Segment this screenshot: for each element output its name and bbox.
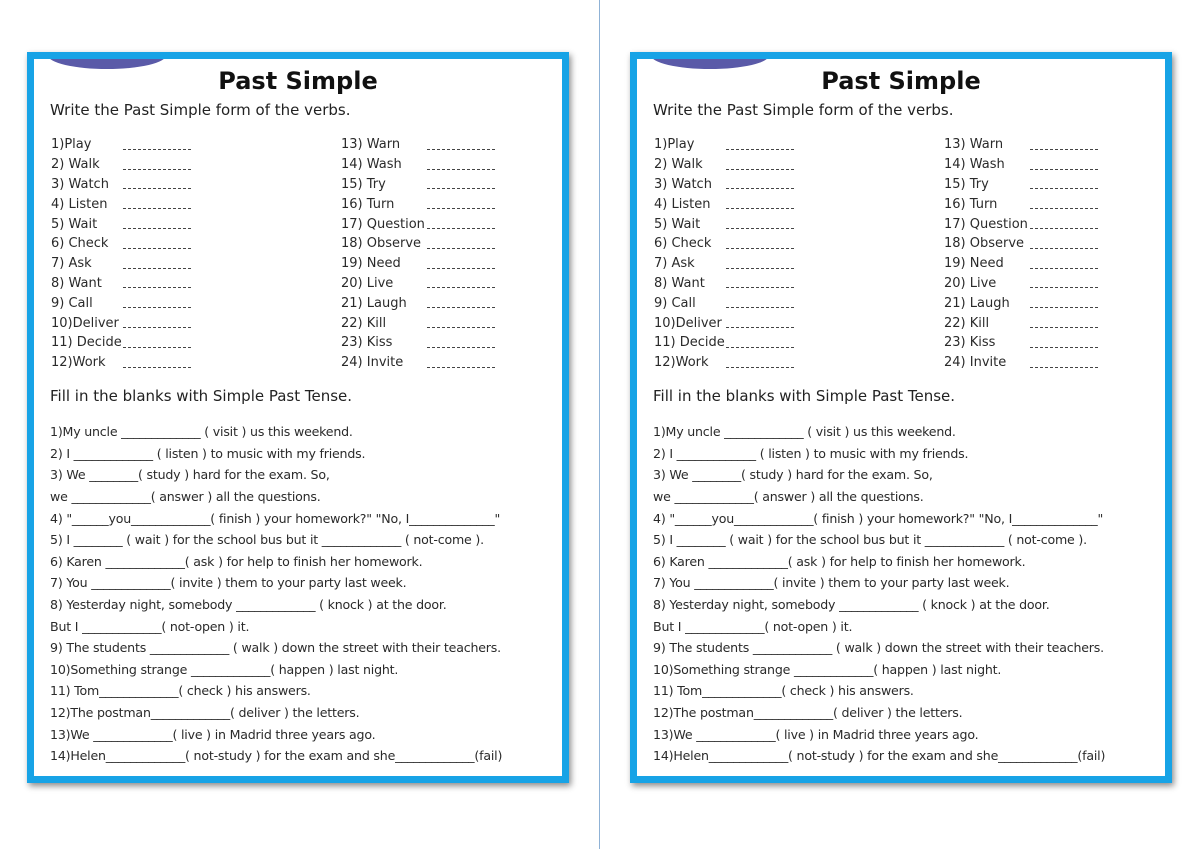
sentence-item: 10)Something strange _____________( happen ) last night. xyxy=(50,661,399,677)
verb-item xyxy=(51,175,191,195)
verb-item xyxy=(341,175,495,195)
sentence-item: 2) I _____________ ( listen ) to music with my friends. xyxy=(653,445,969,461)
verb-label: 11) Decide xyxy=(654,335,725,351)
verb-label: 15) Try xyxy=(944,176,989,192)
sentence-item: But I _____________( not-open ) it. xyxy=(50,618,250,634)
verb-item xyxy=(51,353,191,373)
answer-blank xyxy=(1030,318,1098,328)
answer-blank xyxy=(123,318,191,328)
verb-label: 22) Kill xyxy=(944,315,990,331)
sentence-item: 11) Tom_____________( check ) his answers. xyxy=(653,683,914,699)
verb-label: 14) Wash xyxy=(944,157,1005,173)
sentence-item: we _____________( answer ) all the questions. xyxy=(50,489,321,505)
answer-blank xyxy=(427,179,495,189)
sentence-item: 8) Yesterday night, somebody _____________ ( knock ) at the door. xyxy=(653,597,1050,613)
sentence-item: 3) We ________( study ) hard for the exam. So, xyxy=(653,467,933,483)
verb-label: 22) Kill xyxy=(341,315,387,331)
verb-label: 4) Listen xyxy=(51,196,108,212)
verb-item xyxy=(51,135,191,155)
verb-item xyxy=(944,313,1098,333)
verb-label: 1)Play xyxy=(654,137,695,153)
verb-label: 5) Wait xyxy=(654,216,701,232)
answer-blank xyxy=(1030,298,1098,308)
verb-item xyxy=(341,214,495,234)
verb-item xyxy=(341,194,495,214)
verb-label: 19) Need xyxy=(341,256,401,272)
verb-item xyxy=(944,333,1098,353)
answer-blank xyxy=(726,278,794,288)
verb-label: 6) Check xyxy=(51,236,109,252)
answer-blank xyxy=(427,259,495,269)
verb-item xyxy=(51,274,191,294)
verb-list-col2 xyxy=(944,135,1098,373)
answer-blank xyxy=(427,219,495,229)
verb-label: 13) Warn xyxy=(944,137,1004,153)
answer-blank xyxy=(1030,259,1098,269)
verb-label: 10)Deliver xyxy=(51,315,119,331)
answer-blank xyxy=(1030,239,1098,249)
verb-label: 19) Need xyxy=(944,256,1004,272)
answer-blank xyxy=(427,140,495,150)
sentence-list xyxy=(653,421,1105,767)
answer-blank xyxy=(427,199,495,209)
verb-label: 2) Walk xyxy=(51,157,100,173)
verb-label: 5) Wait xyxy=(51,216,98,232)
verb-label: 16) Turn xyxy=(341,196,395,212)
answer-blank xyxy=(123,199,191,209)
answer-blank xyxy=(123,239,191,249)
verb-item xyxy=(51,293,191,313)
sentence-item: 14)Helen_____________( not-study ) for the exam and she_____________(fail) xyxy=(50,748,503,764)
verb-item xyxy=(654,214,794,234)
sentence-item: 1)My uncle _____________ ( visit ) us this weekend. xyxy=(50,424,353,440)
verb-item xyxy=(944,214,1098,234)
sentence-item: 7) You _____________( invite ) them to your party last week. xyxy=(653,575,1010,591)
verb-item xyxy=(341,333,495,353)
verb-label: 2) Walk xyxy=(654,157,703,173)
answer-blank xyxy=(726,239,794,249)
answer-blank xyxy=(427,239,495,249)
answer-blank xyxy=(123,278,191,288)
verb-label: 24) Invite xyxy=(341,355,404,371)
answer-blank xyxy=(123,219,191,229)
verb-item xyxy=(654,175,794,195)
verb-label: 3) Watch xyxy=(51,176,109,192)
verb-item xyxy=(944,293,1098,313)
answer-blank xyxy=(123,140,191,150)
verb-list-col1 xyxy=(51,135,191,373)
verb-label: 13) Warn xyxy=(341,137,401,153)
sentence-item: 6) Karen _____________( ask ) for help to finish her homework. xyxy=(50,553,423,569)
answer-blank xyxy=(123,160,191,170)
verb-item xyxy=(341,313,495,333)
answer-blank xyxy=(1030,338,1098,348)
verb-item xyxy=(51,313,191,333)
verb-label: 20) Live xyxy=(341,275,394,291)
verb-label: 8) Want xyxy=(654,275,705,291)
verb-item xyxy=(654,155,794,175)
verb-label: 17) Question xyxy=(341,216,425,232)
instruction-verbs: Write the Past Simple form of the verbs. xyxy=(653,101,954,119)
sentence-item: 13)We _____________( live ) in Madrid three years ago. xyxy=(653,726,979,742)
verb-label: 7) Ask xyxy=(654,256,695,272)
verb-label: 6) Check xyxy=(654,236,712,252)
answer-blank xyxy=(1030,140,1098,150)
verb-item xyxy=(654,313,794,333)
answer-blank xyxy=(123,338,191,348)
verb-item xyxy=(654,234,794,254)
verb-label: 21) Laugh xyxy=(341,295,407,311)
answer-blank xyxy=(1030,278,1098,288)
answer-blank xyxy=(1030,358,1098,368)
answer-blank xyxy=(1030,199,1098,209)
verb-item xyxy=(944,155,1098,175)
verb-label: 12)Work xyxy=(654,355,709,371)
page-divider xyxy=(599,0,600,849)
verb-item xyxy=(654,293,794,313)
answer-blank xyxy=(726,179,794,189)
answer-blank xyxy=(726,259,794,269)
answer-blank xyxy=(123,358,191,368)
sentence-item: 9) The students _____________ ( walk ) down the street with their teachers. xyxy=(50,640,501,656)
answer-blank xyxy=(123,179,191,189)
verb-item xyxy=(341,293,495,313)
instruction-fill: Fill in the blanks with Simple Past Tense. xyxy=(653,387,956,405)
verb-label: 17) Question xyxy=(944,216,1028,232)
answer-blank xyxy=(1030,160,1098,170)
sentence-item: 5) I ________ ( wait ) for the school bus but it _____________ ( not-come ). xyxy=(50,532,484,548)
sentence-item: 11) Tom_____________( check ) his answers. xyxy=(50,683,311,699)
answer-blank xyxy=(123,298,191,308)
answer-blank xyxy=(726,199,794,209)
sentence-item: 13)We _____________( live ) in Madrid three years ago. xyxy=(50,726,376,742)
verb-label: 18) Observe xyxy=(341,236,422,252)
sentence-item: 10)Something strange _____________( happen ) last night. xyxy=(653,661,1002,677)
answer-blank xyxy=(1030,179,1098,189)
verb-item xyxy=(944,194,1098,214)
verb-item xyxy=(341,274,495,294)
verb-label: 23) Kiss xyxy=(944,335,996,351)
answer-blank xyxy=(1030,219,1098,229)
verb-item xyxy=(51,214,191,234)
answer-blank xyxy=(726,219,794,229)
verb-item xyxy=(51,254,191,274)
verb-label: 24) Invite xyxy=(944,355,1007,371)
verb-item xyxy=(341,353,495,373)
verb-item xyxy=(341,155,495,175)
answer-blank xyxy=(427,338,495,348)
sentence-item: 7) You _____________( invite ) them to your party last week. xyxy=(50,575,407,591)
verb-list-col2 xyxy=(341,135,495,373)
answer-blank xyxy=(123,259,191,269)
verb-item xyxy=(654,274,794,294)
worksheet-title: Past Simple xyxy=(821,67,981,95)
sentence-item: 14)Helen_____________( not-study ) for the exam and she_____________(fail) xyxy=(653,748,1106,764)
verb-item xyxy=(944,234,1098,254)
instruction-fill: Fill in the blanks with Simple Past Tense. xyxy=(50,387,353,405)
worksheet-title: Past Simple xyxy=(218,67,378,95)
verb-label: 16) Turn xyxy=(944,196,998,212)
sentence-item: 4) "______you_____________( finish ) your homework?" "No, I______________" xyxy=(653,510,1104,526)
answer-blank xyxy=(427,160,495,170)
sentence-item: 1)My uncle _____________ ( visit ) us this weekend. xyxy=(653,424,956,440)
verb-item xyxy=(51,234,191,254)
answer-blank xyxy=(427,298,495,308)
sentence-item: we _____________( answer ) all the questions. xyxy=(653,489,924,505)
verb-list-col1 xyxy=(654,135,794,373)
verb-item xyxy=(944,353,1098,373)
verb-label: 11) Decide xyxy=(51,335,122,351)
verb-label: 20) Live xyxy=(944,275,997,291)
verb-label: 4) Listen xyxy=(654,196,711,212)
sentence-item: 8) Yesterday night, somebody _____________ ( knock ) at the door. xyxy=(50,597,447,613)
verb-label: 18) Observe xyxy=(944,236,1025,252)
verb-label: 9) Call xyxy=(51,295,93,311)
answer-blank xyxy=(427,358,495,368)
verb-item xyxy=(654,194,794,214)
verb-item xyxy=(944,274,1098,294)
answer-blank xyxy=(726,338,794,348)
answer-blank xyxy=(726,358,794,368)
answer-blank xyxy=(427,318,495,328)
verb-item xyxy=(944,135,1098,155)
verb-label: 12)Work xyxy=(51,355,106,371)
sentence-item: But I _____________( not-open ) it. xyxy=(653,618,853,634)
verb-label: 15) Try xyxy=(341,176,386,192)
verb-label: 21) Laugh xyxy=(944,295,1010,311)
worksheet-left xyxy=(27,52,569,783)
verb-item xyxy=(51,194,191,214)
verb-item xyxy=(944,175,1098,195)
answer-blank xyxy=(726,140,794,150)
verb-label: 7) Ask xyxy=(51,256,92,272)
sentence-item: 3) We ________( study ) hard for the exam. So, xyxy=(50,467,330,483)
verb-item xyxy=(654,333,794,353)
instruction-verbs: Write the Past Simple form of the verbs. xyxy=(50,101,351,119)
verb-label: 9) Call xyxy=(654,295,696,311)
sentence-item: 12)The postman_____________( deliver ) the letters. xyxy=(653,705,963,721)
sentence-item: 5) I ________ ( wait ) for the school bus but it _____________ ( not-come ). xyxy=(653,532,1087,548)
worksheet-right xyxy=(630,52,1172,783)
verb-item xyxy=(341,254,495,274)
verb-label: 14) Wash xyxy=(341,157,402,173)
answer-blank xyxy=(726,298,794,308)
verb-item xyxy=(654,353,794,373)
sentence-item: 12)The postman_____________( deliver ) the letters. xyxy=(50,705,360,721)
verb-label: 8) Want xyxy=(51,275,102,291)
verb-label: 10)Deliver xyxy=(654,315,722,331)
verb-label: 1)Play xyxy=(51,137,92,153)
sentence-list xyxy=(50,421,502,767)
sentence-item: 9) The students _____________ ( walk ) down the street with their teachers. xyxy=(653,640,1104,656)
verb-item xyxy=(944,254,1098,274)
answer-blank xyxy=(726,160,794,170)
verb-label: 3) Watch xyxy=(654,176,712,192)
answer-blank xyxy=(427,278,495,288)
verb-item xyxy=(654,254,794,274)
verb-label: 23) Kiss xyxy=(341,335,393,351)
answer-blank xyxy=(726,318,794,328)
verb-item xyxy=(341,234,495,254)
verb-item xyxy=(654,135,794,155)
verb-item xyxy=(51,155,191,175)
sentence-item: 6) Karen _____________( ask ) for help to finish her homework. xyxy=(653,553,1026,569)
verb-item xyxy=(341,135,495,155)
verb-item xyxy=(51,333,191,353)
sentence-item: 4) "______you_____________( finish ) your homework?" "No, I______________" xyxy=(50,510,501,526)
sentence-item: 2) I _____________ ( listen ) to music with my friends. xyxy=(50,445,366,461)
